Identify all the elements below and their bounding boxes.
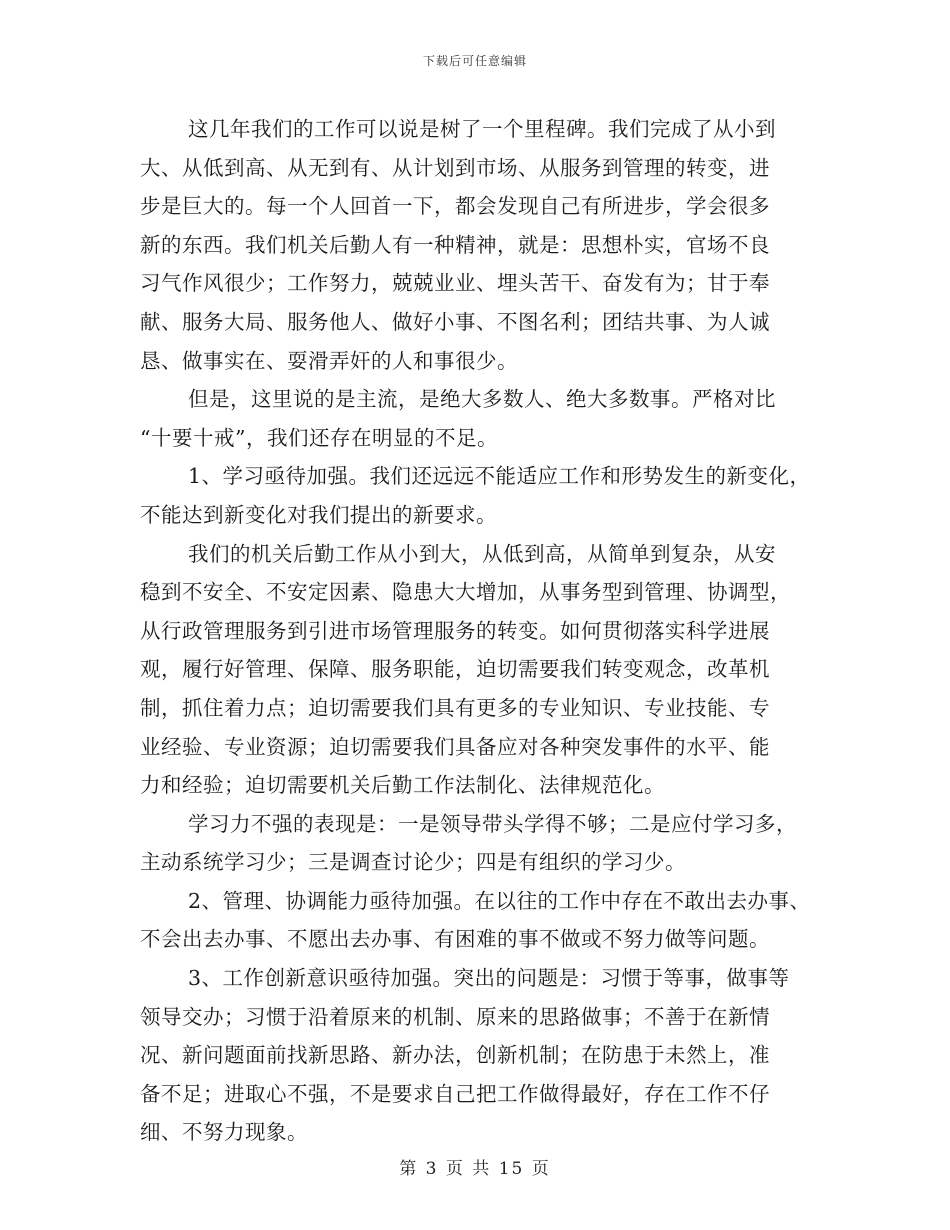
text-line: 献、服务大局、服务他人、做好小事、不图名利；团结共事、为人诚	[140, 309, 770, 334]
text-line: 况、新问题面前找新思路、新办法，创新机制；在防患于未然上，准	[140, 1043, 770, 1068]
text-line: 步是巨大的。每一个人回首一下，都会发现自己有所进步，学会很多	[140, 194, 770, 219]
text-line: 大、从低到高、从无到有、从计划到市场、从服务到管理的转变，进	[140, 155, 770, 180]
text-line: “十要十戒”，我们还存在明显的不足。	[140, 425, 498, 450]
text-line: 学习力不强的表现是：一是领导带头学得不够；二是应付学习多，	[188, 811, 797, 836]
text-line: 观，履行好管理、保障、服务职能，迫切需要我们转变观念，改革机	[140, 657, 770, 682]
text-line: 主动系统学习少；三是调查讨论少；四是有组织的学习少。	[140, 850, 686, 875]
text-line: 制，抓住着力点；迫切需要我们具有更多的专业知识、专业技能、专	[140, 695, 770, 720]
text-line: 这几年我们的工作可以说是树了一个里程碑。我们完成了从小到	[188, 117, 776, 141]
text-line: 业经验、专业资源；迫切需要我们具备应对各种突发事件的水平、能	[140, 734, 770, 759]
text-line: 从行政管理服务到引进市场管理服务的转变。如何贯彻落实科学进展	[140, 618, 770, 643]
text-line: 1、学习亟待加强。我们还远远不能适应工作和形势发生的新变化，	[188, 464, 811, 489]
text-line: 恳、做事实在、耍滑弄奸的人和事很少。	[140, 348, 518, 373]
text-line: 不会出去办事、不愿出去办事、有困难的事不做或不努力做等问题。	[140, 927, 770, 952]
text-line: 细、不努力现象。	[140, 1120, 308, 1145]
text-line: 备不足；进取心不强，不是要求自己把工作做得最好，存在工作不仔	[140, 1081, 770, 1106]
text-line: 领导交办；习惯于沿着原来的机制、原来的思路做事；不善于在新情	[140, 1004, 770, 1029]
page-footer: 第 3 页 共 15 页	[399, 1159, 551, 1179]
text-line: 稳到不安全、不安定因素、隐患大大增加，从事务型到管理、协调型，	[140, 580, 791, 605]
text-line: 但是，这里说的是主流，是绝大多数人、绝大多数事。严格对比	[188, 387, 776, 412]
page-header: 下载后可任意编辑	[422, 54, 527, 68]
body-text	[140, 110, 830, 1152]
text-line: 新的东西。我们机关后勤人有一种精神，就是：思想朴实，官场不良	[140, 232, 770, 257]
text-line: 3、工作创新意识亟待加强。突出的问题是：习惯于等事，做事等	[188, 966, 790, 991]
text-line: 我们的机关后勤工作从小到大，从低到高，从简单到复杂，从安	[188, 541, 776, 566]
text-line: 2、管理、协调能力亟待加强。在以往的工作中存在不敢出去办事、	[188, 888, 811, 913]
text-line: 不能达到新变化对我们提出的新要求。	[140, 502, 497, 527]
text-line: 力和经验；迫切需要机关后勤工作法制化、法律规范化。	[140, 773, 665, 798]
text-line: 习气作风很少；工作努力，兢兢业业、埋头苦干、奋发有为；甘于奉	[140, 271, 770, 296]
